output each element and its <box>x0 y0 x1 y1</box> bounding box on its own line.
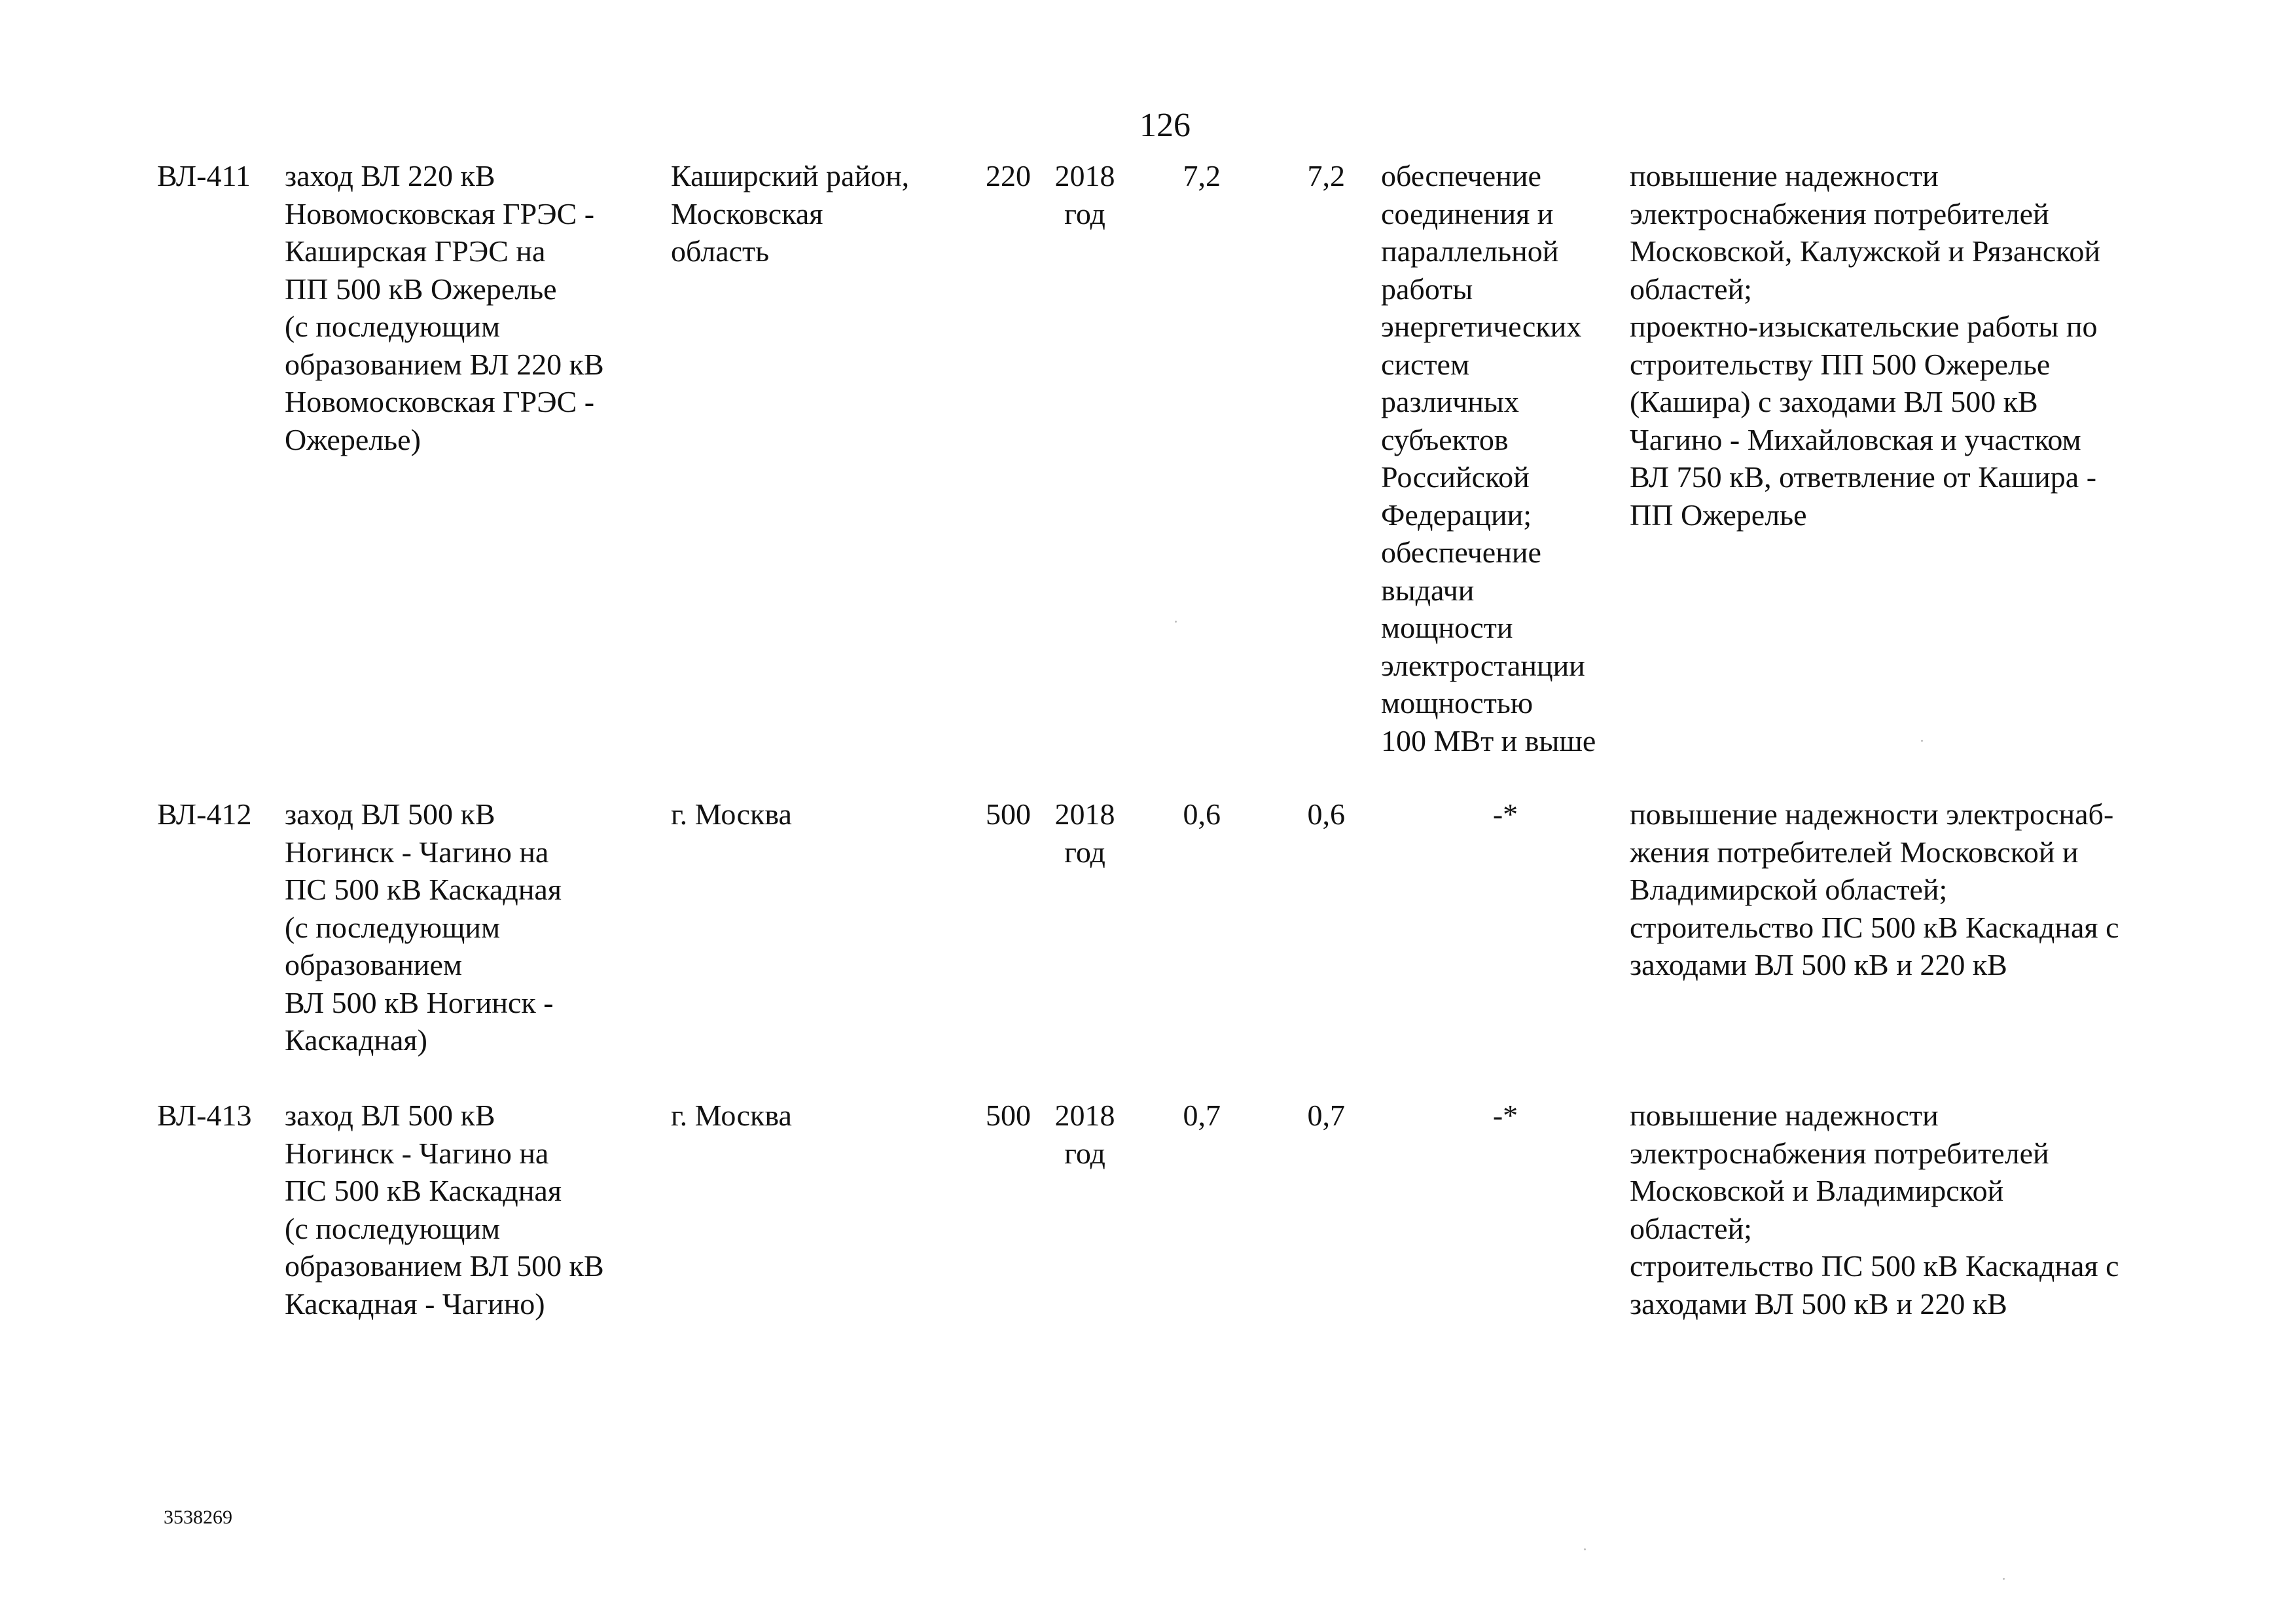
line-location: г. Москва <box>671 797 792 831</box>
line-location: г. Москва <box>671 1099 792 1132</box>
scan-speck <box>1921 740 1923 742</box>
line-length-1: 0,6 <box>1183 797 1221 831</box>
scan-speck <box>1175 621 1177 623</box>
scan-speck <box>2003 1578 2005 1580</box>
line-purpose: -* <box>1492 1099 1518 1132</box>
line-purpose: -* <box>1492 797 1518 831</box>
line-location: Каширский район, Московская область <box>671 159 910 268</box>
line-length-1: 7,2 <box>1183 159 1221 192</box>
line-length-2: 7,2 <box>1307 159 1345 192</box>
document-code: 3538269 <box>164 1506 232 1528</box>
line-name: заход ВЛ 500 кВ Ногинск - Чагино на ПС 500 кВ Каскадная (с последующим образованием ВЛ 500 кВ Ногинск - Каскадная) <box>285 797 562 1057</box>
line-reason: повышение надежности электроснабжения потребителей Московской и Владимирской областей; строительство ПС 500 кВ Каскадная с заходами ВЛ 500 кВ и 220 кВ <box>1630 1099 2119 1321</box>
line-voltage: 220 <box>986 159 1031 192</box>
line-length-2: 0,7 <box>1307 1099 1345 1132</box>
line-reason: повышение надежности электроснаб- жения потребителей Московской и Владимирской областей; строительство ПС 500 кВ Каскадная с заходами ВЛ 500 кВ и 220 кВ <box>1630 797 2119 981</box>
line-code: ВЛ-412 <box>157 797 252 831</box>
line-name: заход ВЛ 500 кВ Ногинск - Чагино на ПС 500 кВ Каскадная (с последующим образованием ВЛ 500 кВ Каскадная - Чагино) <box>285 1099 604 1321</box>
line-name: заход ВЛ 220 кВ Новомосковская ГРЭС - Каширская ГРЭС на ПП 500 кВ Ожерелье (с последующим образованием ВЛ 220 кВ Новомосковская ГРЭС - Ожерелье) <box>285 159 604 456</box>
line-voltage: 500 <box>986 1099 1031 1132</box>
line-year: 2018 год <box>1054 159 1115 230</box>
line-reason: повышение надежности электроснабжения потребителей Московской, Калужской и Рязанской областей; проектно-изыскательские работы по строительству ПП 500 Ожерелье (Кашира) с заходами ВЛ 500 кВ Чагино - Михайловская и участком ВЛ 750 кВ, ответвление от Кашира - ПП Ожерелье <box>1630 159 2100 532</box>
line-code: ВЛ-411 <box>157 159 251 192</box>
line-length-2: 0,6 <box>1307 797 1345 831</box>
line-year: 2018 год <box>1054 1099 1115 1170</box>
line-year: 2018 год <box>1054 797 1115 869</box>
line-voltage: 500 <box>986 797 1031 831</box>
line-purpose: обеспечение соединения и параллельной работы энергетических систем различных субъектов Российской Федерации; обеспечение выдачи мощности электростанции мощностью 100 МВт и выше <box>1381 159 1596 757</box>
page-number: 126 <box>1139 107 1191 144</box>
line-length-1: 0,7 <box>1183 1099 1221 1132</box>
scan-speck <box>1584 1548 1586 1550</box>
line-code: ВЛ-413 <box>157 1099 252 1132</box>
